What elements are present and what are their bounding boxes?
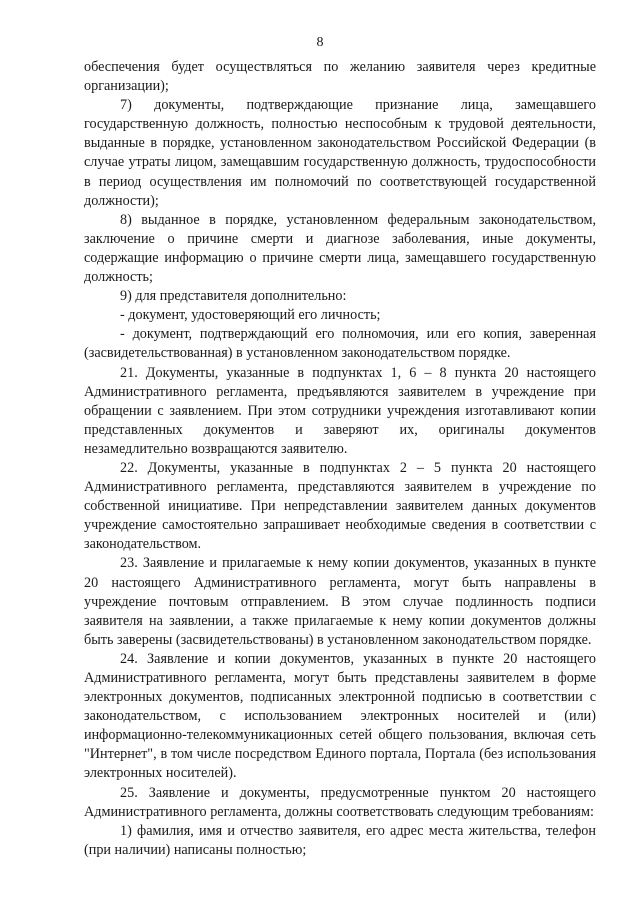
paragraph-item-8: 8) выданное в порядке, установленном федеральным законодательством, заключение о причине смерти и диагнозе заболевания, иные документы, содержащие информацию о причине смерти лица, замещавшего государственную должность; bbox=[84, 211, 596, 286]
paragraph-item-9: 9) для представителя дополнительно: bbox=[120, 288, 347, 305]
paragraph-continuation: обеспечения будет осуществляться по желанию заявителя через кредитные организации); bbox=[84, 59, 596, 95]
paragraph-23: 23. Заявление и прилагаемые к нему копии документов, указанных в пункте 20 настоящего Административного регламента, могут быть направлены в учреждение почтовым отправлением. В этом случае подлинность подписи заявителя на заявлении, а также прилагаемые к нему копии документов должны быть заверены (засвидетельствованы) в установленном законодательством порядке. bbox=[84, 555, 596, 648]
paragraph-item-9-identity: - документ, удостоверяющий его личность; bbox=[120, 307, 381, 324]
paragraph-21: 21. Документы, указанные в подпунктах 1, 6 – 8 пункта 20 настоящего Административного регламента, предъявляются заявителем в учреждение при обращении с заявлением. При этом сотрудники учреждения изготавливают копии представленных документов и заверяют их, оригиналы документов незамедлительно возвращаются заявителю. bbox=[84, 364, 596, 457]
page-number: 8 bbox=[316, 35, 324, 50]
paragraph-24: 24. Заявление и копии документов, указанных в пункте 20 настоящего Административного регламента, могут быть представлены заявителем в форме электронных документов, подписанных электронной подписью в соответствии с законодательством, с использованием электронных носителей и (или) информационно-телекоммуникационных сетей общего пользования, включая сеть "Интернет", в том числе посредством Единого портала, Портала (без использования электронных носителей). bbox=[84, 650, 596, 782]
paragraph-25: 25. Заявление и документы, предусмотренные пунктом 20 настоящего Административного регламента, должны соответствовать следующим требованиям: bbox=[84, 784, 596, 820]
paragraph-25-item-1: 1) фамилия, имя и отчество заявителя, его адрес места жительства, телефон (при наличии) написаны полностью; bbox=[84, 822, 596, 858]
document-body bbox=[84, 58, 596, 860]
paragraph-22: 22. Документы, указанные в подпунктах 2 – 5 пункта 20 настоящего Административного регламента, представляются заявителем в учреждение по собственной инициативе. При непредставлении заявителем данных документов учреждение самостоятельно запрашивает необходимые сведения в соответствии с законодательством. bbox=[84, 459, 596, 553]
paragraph-item-7: 7) документы, подтверждающие признание лица, замещавшего государственную должность, полностью неспособным к трудовой деятельности, выданные в порядке, установленном законодательством Российской Федерации (в случае утраты лицом, замещавшим государственную должность, трудоспособности в период осуществления им полномочий по соответствующей государственной должности); bbox=[84, 97, 596, 209]
paragraph-item-9-authority: - документ, подтверждающий его полномочия, или его копия, заверенная (засвидетельствованная) в установленном законодательством порядке. bbox=[84, 326, 596, 362]
